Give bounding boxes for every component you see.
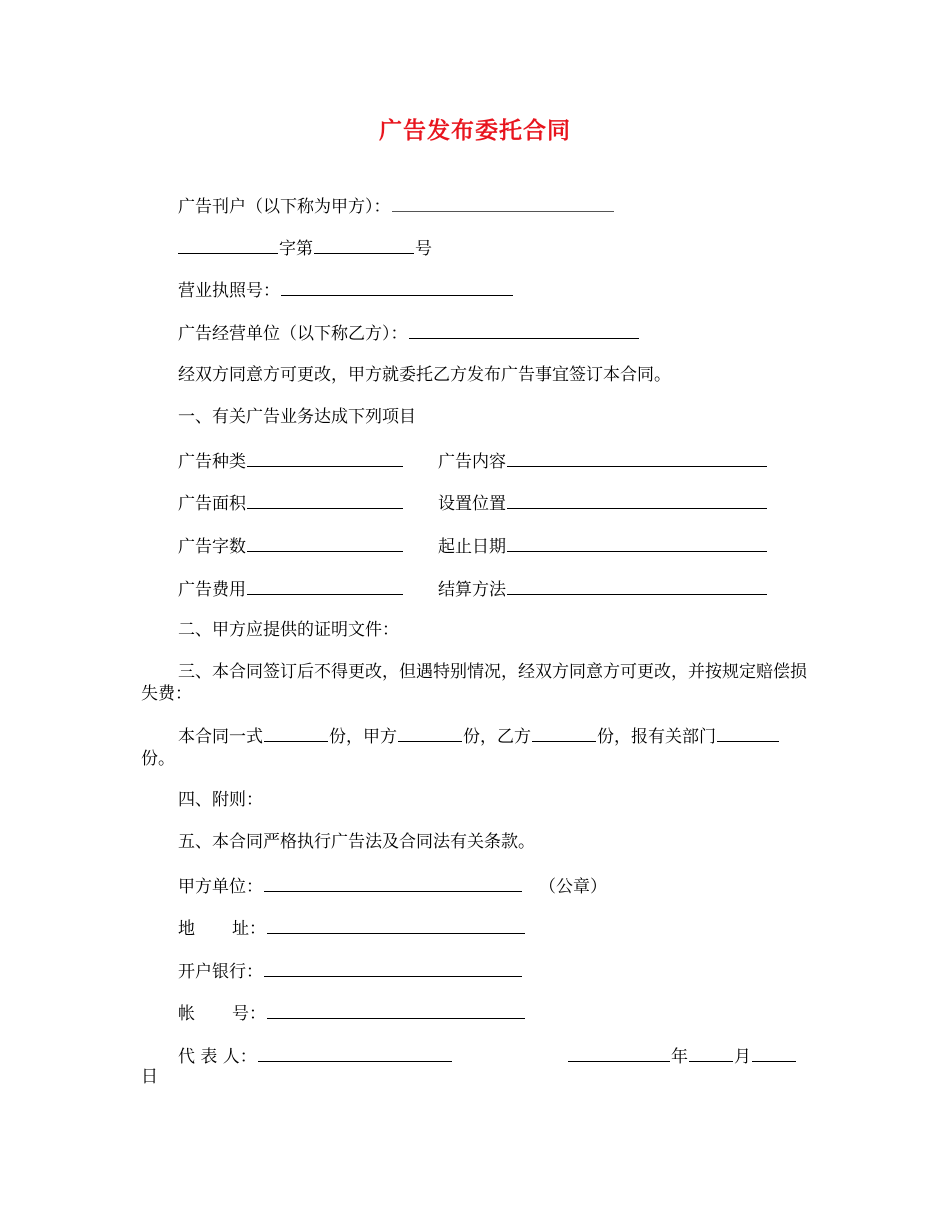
item-left-blank[interactable]: [247, 577, 403, 595]
month-blank[interactable]: [689, 1044, 733, 1062]
party-a-line: [178, 194, 615, 218]
agree-line: 经双方同意方可更改，甲方就委托乙方发布广告事宜签订本合同。: [178, 365, 671, 385]
zi-hao-line: [178, 236, 432, 260]
item-row: [178, 534, 404, 558]
day-blank[interactable]: [752, 1044, 796, 1062]
item-row-right: [438, 491, 768, 515]
address-label-1: 地: [178, 919, 195, 939]
sign-unit-blank[interactable]: [264, 874, 522, 892]
section-2-heading: 二、甲方应提供的证明文件：: [178, 620, 399, 640]
copies-a-blank[interactable]: [398, 724, 462, 742]
year-label: 年: [671, 1047, 688, 1067]
item-right-blank[interactable]: [507, 577, 767, 595]
item-row: [178, 449, 404, 473]
item-left-blank[interactable]: [247, 491, 403, 509]
bank-blank[interactable]: [264, 959, 522, 977]
item-right-label: 广告内容: [438, 452, 506, 472]
item-left-blank[interactable]: [247, 449, 403, 467]
item-left-label: 广告种类: [178, 452, 246, 472]
copies-text-b: 份，甲方: [329, 727, 397, 747]
item-left-label: 广告费用: [178, 580, 246, 600]
account-blank[interactable]: [267, 1001, 525, 1019]
seal-label: （公章）: [539, 877, 607, 897]
hao-label: 号: [415, 239, 432, 259]
month-label: 月: [734, 1047, 751, 1067]
item-row: [178, 491, 404, 515]
item-right-label: 起止日期: [438, 537, 506, 557]
copies-text-d: 份，报有关部门: [597, 727, 716, 747]
party-b-line: [178, 321, 640, 345]
year-blank[interactable]: [568, 1044, 670, 1062]
item-right-blank[interactable]: [507, 449, 767, 467]
section-3-paragraph: 三、本合同签订后不得更改，但遇特别情况，经双方同意方可更改，并按规定赔偿损失费：: [141, 662, 807, 704]
copies-dept-blank[interactable]: [717, 724, 779, 742]
sign-unit-line: [178, 874, 607, 898]
address-line: [178, 916, 526, 940]
item-row-right: [438, 534, 768, 558]
item-row: [178, 577, 404, 601]
party-b-blank[interactable]: [409, 321, 639, 339]
copies-paragraph: [141, 724, 811, 770]
section-1-heading: 一、有关广告业务达成下列项目: [178, 407, 416, 427]
bank-label: 开户银行：: [178, 962, 263, 982]
section-4-heading: 四、附则：: [178, 790, 263, 810]
zi-label: 字第: [279, 239, 313, 259]
account-label-1: 帐: [178, 1004, 195, 1024]
item-row-right: [438, 449, 768, 473]
address-label-2: 址：: [232, 919, 266, 939]
copies-text-e: 份。: [141, 749, 175, 769]
section-5-heading: 五、本合同严格执行广告法及合同法有关条款。: [178, 832, 535, 852]
license-blank[interactable]: [281, 278, 513, 296]
representative-blank[interactable]: [258, 1044, 452, 1062]
representative-label: 代 表 人：: [178, 1047, 257, 1067]
account-line: [178, 1001, 526, 1025]
item-right-label: 设置位置: [438, 494, 506, 514]
date-line: [568, 1044, 797, 1068]
copies-b-blank[interactable]: [532, 724, 596, 742]
bank-line: [178, 959, 523, 983]
license-line: [178, 278, 514, 302]
item-row-right: [438, 577, 768, 601]
party-a-label: 广告刊户（以下称为甲方）：: [178, 197, 391, 217]
address-blank[interactable]: [267, 916, 525, 934]
representative-line: [178, 1044, 453, 1068]
copies-text-c: 份，乙方: [463, 727, 531, 747]
copies-total-blank[interactable]: [264, 724, 328, 742]
item-right-blank[interactable]: [507, 534, 767, 552]
item-left-label: 广告字数: [178, 537, 246, 557]
item-left-label: 广告面积: [178, 494, 246, 514]
copies-text-a: 本合同一式: [178, 727, 263, 747]
item-right-blank[interactable]: [507, 491, 767, 509]
zi-blank[interactable]: [178, 236, 278, 254]
account-label-2: 号：: [232, 1004, 266, 1024]
document-title: 广告发布委托合同: [379, 117, 571, 144]
hao-blank[interactable]: [314, 236, 414, 254]
item-left-blank[interactable]: [247, 534, 403, 552]
sign-unit-label: 甲方单位：: [178, 877, 263, 897]
item-right-label: 结算方法: [438, 580, 506, 600]
party-a-blank[interactable]: [392, 194, 614, 212]
license-label: 营业执照号：: [178, 281, 280, 301]
day-label: 日: [141, 1067, 158, 1087]
party-b-label: 广告经营单位（以下称乙方）：: [178, 324, 408, 344]
